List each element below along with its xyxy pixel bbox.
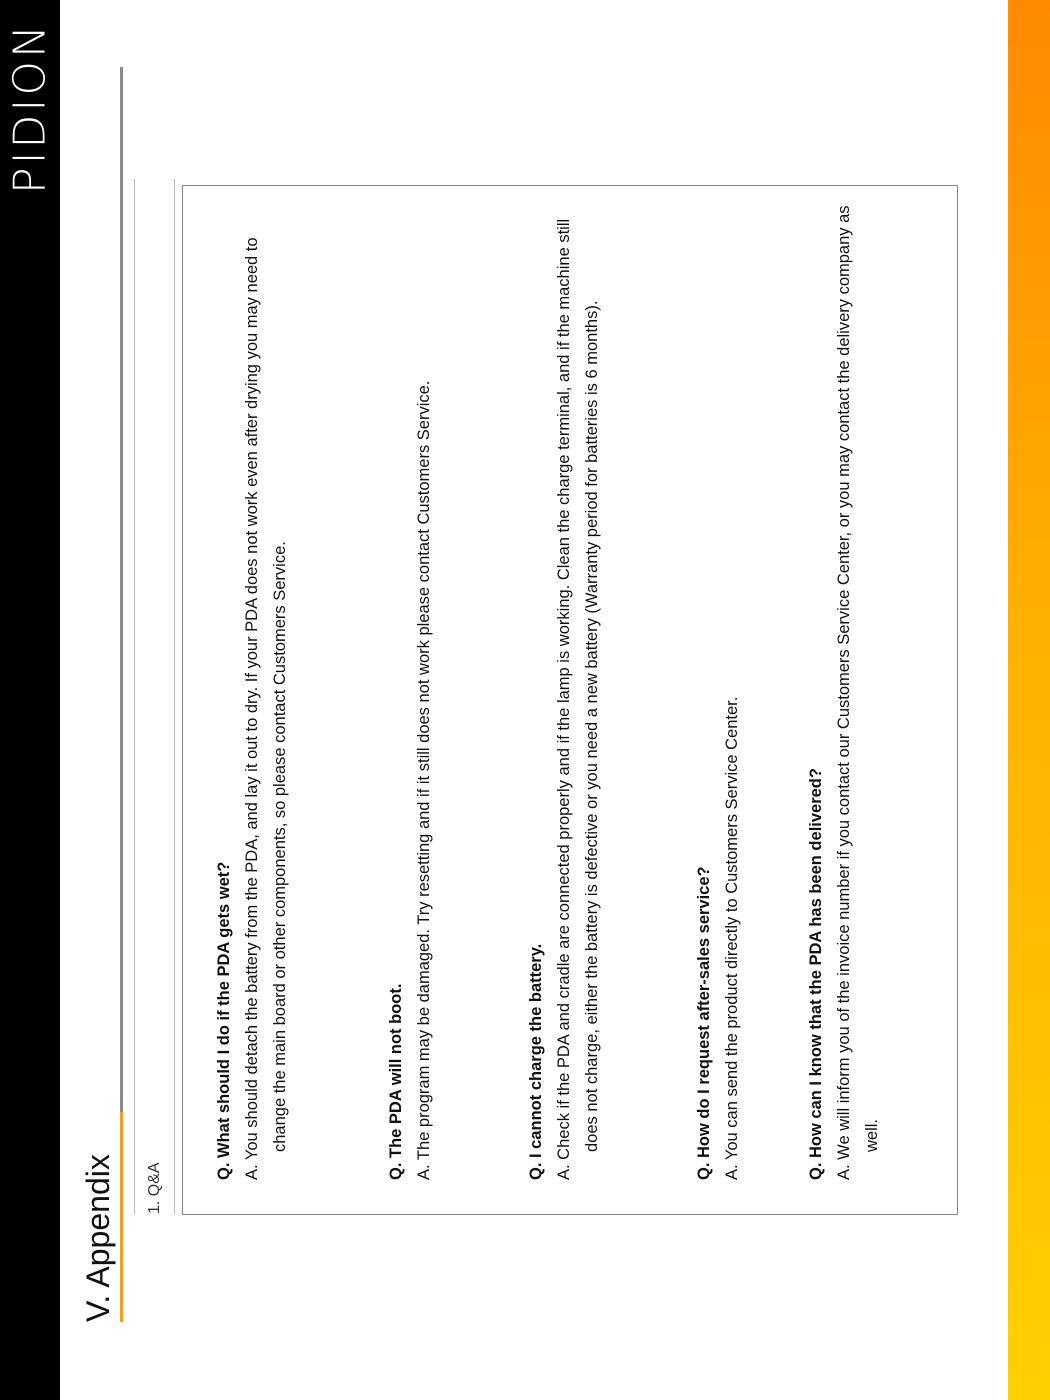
pidion-logo: PIDION (4, 22, 56, 194)
brand-bar (0, 0, 60, 1400)
title-underline-accent (120, 1112, 123, 1322)
page-title: V. Appendix (80, 1154, 116, 1322)
qa-item (210, 190, 294, 1180)
question: Q. How can I know that the PDA has been delivered? (807, 768, 825, 1180)
section-heading: 1. Q&A (146, 1162, 163, 1214)
section-divider-bottom (174, 179, 175, 1214)
section-divider-top (134, 179, 135, 1214)
answer: A. We will inform you of the invoice number if you contact our Customers Service Center, or you may contact the delivery company as well. (835, 205, 881, 1180)
qa-item (522, 190, 606, 1180)
rotated-page (70, 0, 1000, 1400)
question: Q. How do I request after-sales service? (695, 866, 713, 1180)
question: Q. The PDA will not boot. (387, 983, 405, 1180)
qa-item (690, 190, 746, 1180)
title-underline (120, 67, 123, 1112)
answer: A. You can send the product directly to Customers Service Center. (723, 696, 741, 1180)
qa-item (802, 190, 886, 1180)
answer: A. Check if the PDA and cradle are connected properly and if the lamp is working. Clean the charge terminal, and if the machine still does not charge, either the battery is defective or you need a new battery (Warranty period for batteries is 6 months). (555, 218, 601, 1180)
accent-strip (1008, 0, 1050, 1400)
question: Q. What should I do if the PDA gets wet? (215, 861, 233, 1180)
question: Q. I cannot charge the battery. (527, 943, 545, 1180)
answer: A. The program may be damaged. Try resetting and if it still does not work please contact Customers Service. (415, 380, 433, 1180)
qa-item (382, 190, 438, 1180)
answer: A. You should detach the battery from the PDA, and lay it out to dry. If your PDA does not work even after drying you may need to change the main board or other components, so please contact Customers Service. (243, 237, 289, 1180)
